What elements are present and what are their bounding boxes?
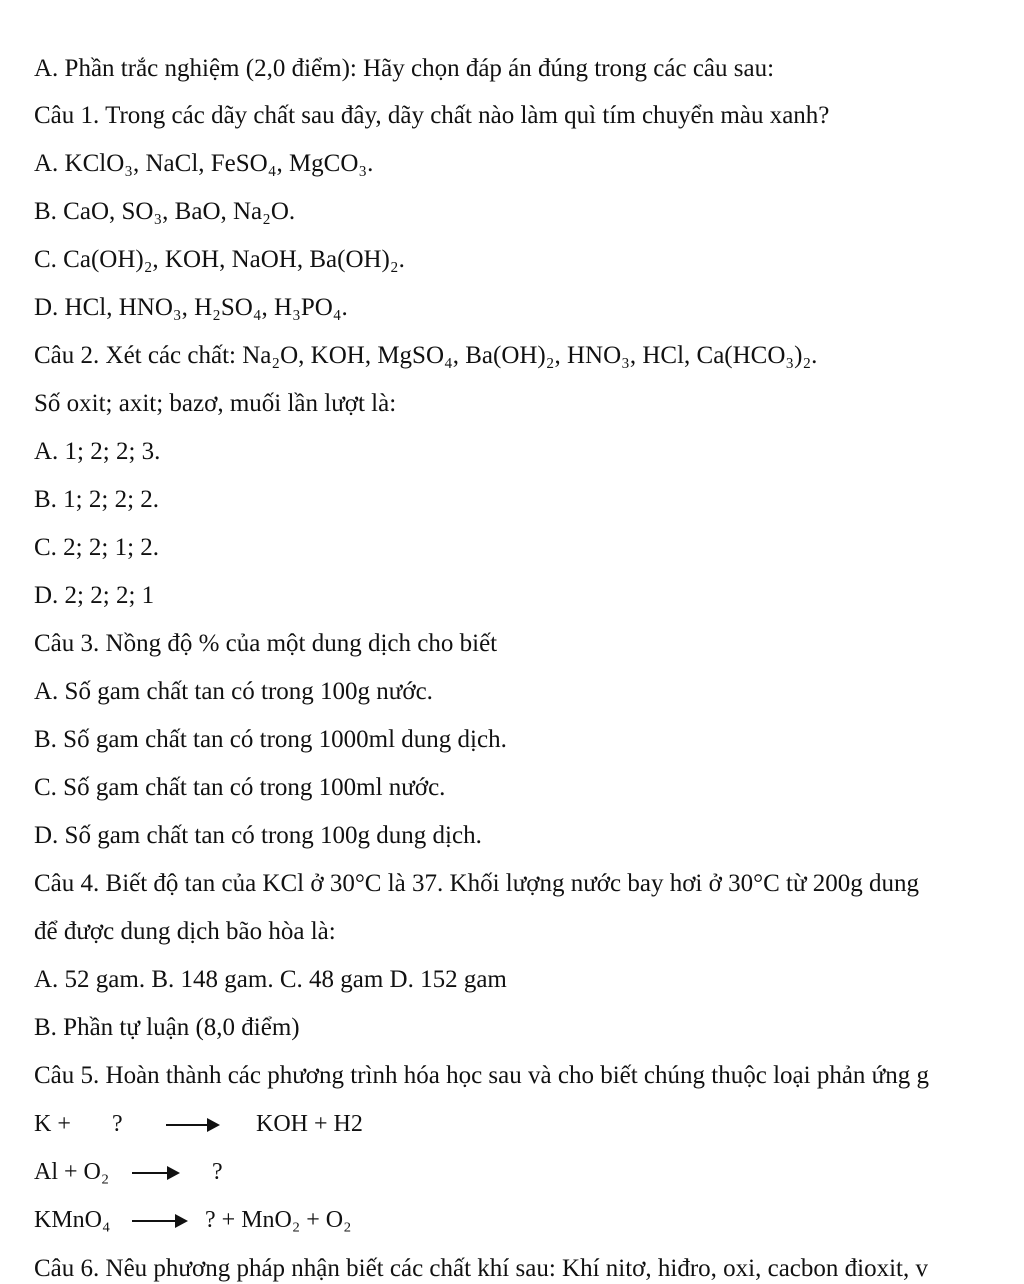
- question-4: Câu 4. Biết độ tan của KCl ở 30°C là 37. Khối lượng nước bay hơi ở 30°C từ 200g dung: [34, 870, 920, 897]
- question-3: Câu 3. Nồng độ % của một dung dịch cho biết: [34, 630, 498, 657]
- q1-option-b: B. CaO, SO₃, BaO, Na₂O.: [34, 198, 296, 225]
- equation-3-arrow: [132, 1220, 186, 1222]
- q3-option-b: B. Số gam chất tan có trong 1000ml dung dịch.: [34, 726, 507, 753]
- question-6: Câu 6. Nêu phương pháp nhận biết các chất khí sau: Khí nitơ, hiđro, oxi, cacbon đioxit, v: [34, 1255, 928, 1282]
- equation-1-arrow: [166, 1124, 218, 1126]
- equation-1-unknown: ?: [112, 1111, 123, 1137]
- question-2-prompt: Số oxit; axit; bazơ, muối lần lượt là:: [34, 390, 397, 417]
- section-a-heading: A. Phần trắc nghiệm (2,0 điểm): Hãy chọn đáp án đúng trong các câu sau:: [34, 55, 775, 82]
- q2-option-b: B. 1; 2; 2; 2.: [34, 486, 160, 513]
- q4-options: A. 52 gam. B. 148 gam. C. 48 gam D. 152 gam: [34, 966, 507, 993]
- question-5: Câu 5. Hoàn thành các phương trình hóa học sau và cho biết chúng thuộc loại phản ứng g: [34, 1062, 929, 1089]
- equation-3-products: ? + MnO₂ + O₂: [205, 1207, 352, 1233]
- q3-option-d: D. Số gam chất tan có trong 100g dung dịch.: [34, 822, 482, 849]
- equation-3-reactants: KMnO₄: [34, 1207, 111, 1233]
- q2-option-a: A. 1; 2; 2; 3.: [34, 438, 161, 465]
- section-b-heading: B. Phần tự luận (8,0 điểm): [34, 1014, 300, 1041]
- question-2: Câu 2. Xét các chất: Na₂O, KOH, MgSO₄, Ba(OH)₂, HNO₃, HCl, Ca(HCO₃)₂.: [34, 342, 818, 369]
- q2-option-d: D. 2; 2; 2; 1: [34, 582, 155, 609]
- q3-option-a: A. Số gam chất tan có trong 100g nước.: [34, 678, 433, 705]
- q1-option-c: C. Ca(OH)₂, KOH, NaOH, Ba(OH)₂.: [34, 246, 405, 273]
- equation-2-arrow: [132, 1172, 178, 1174]
- q3-option-c: C. Số gam chất tan có trong 100ml nước.: [34, 774, 446, 801]
- equation-2-reactants: Al + O₂: [34, 1159, 110, 1185]
- q1-option-d: D. HCl, HNO₃, H₂SO₄, H₃PO₄.: [34, 294, 348, 321]
- equation-1-products: KOH + H2: [256, 1111, 363, 1137]
- equation-2-products: ?: [212, 1159, 223, 1185]
- question-4-continued: để được dung dịch bão hòa là:: [34, 918, 336, 945]
- question-1: Câu 1. Trong các dãy chất sau đây, dãy chất nào làm quì tím chuyển màu xanh?: [34, 102, 830, 129]
- equation-1-reactants: K +: [34, 1111, 71, 1137]
- q1-option-a: A. KClO₃, NaCl, FeSO₄, MgCO₃.: [34, 150, 374, 177]
- q2-option-c: C. 2; 2; 1; 2.: [34, 534, 160, 561]
